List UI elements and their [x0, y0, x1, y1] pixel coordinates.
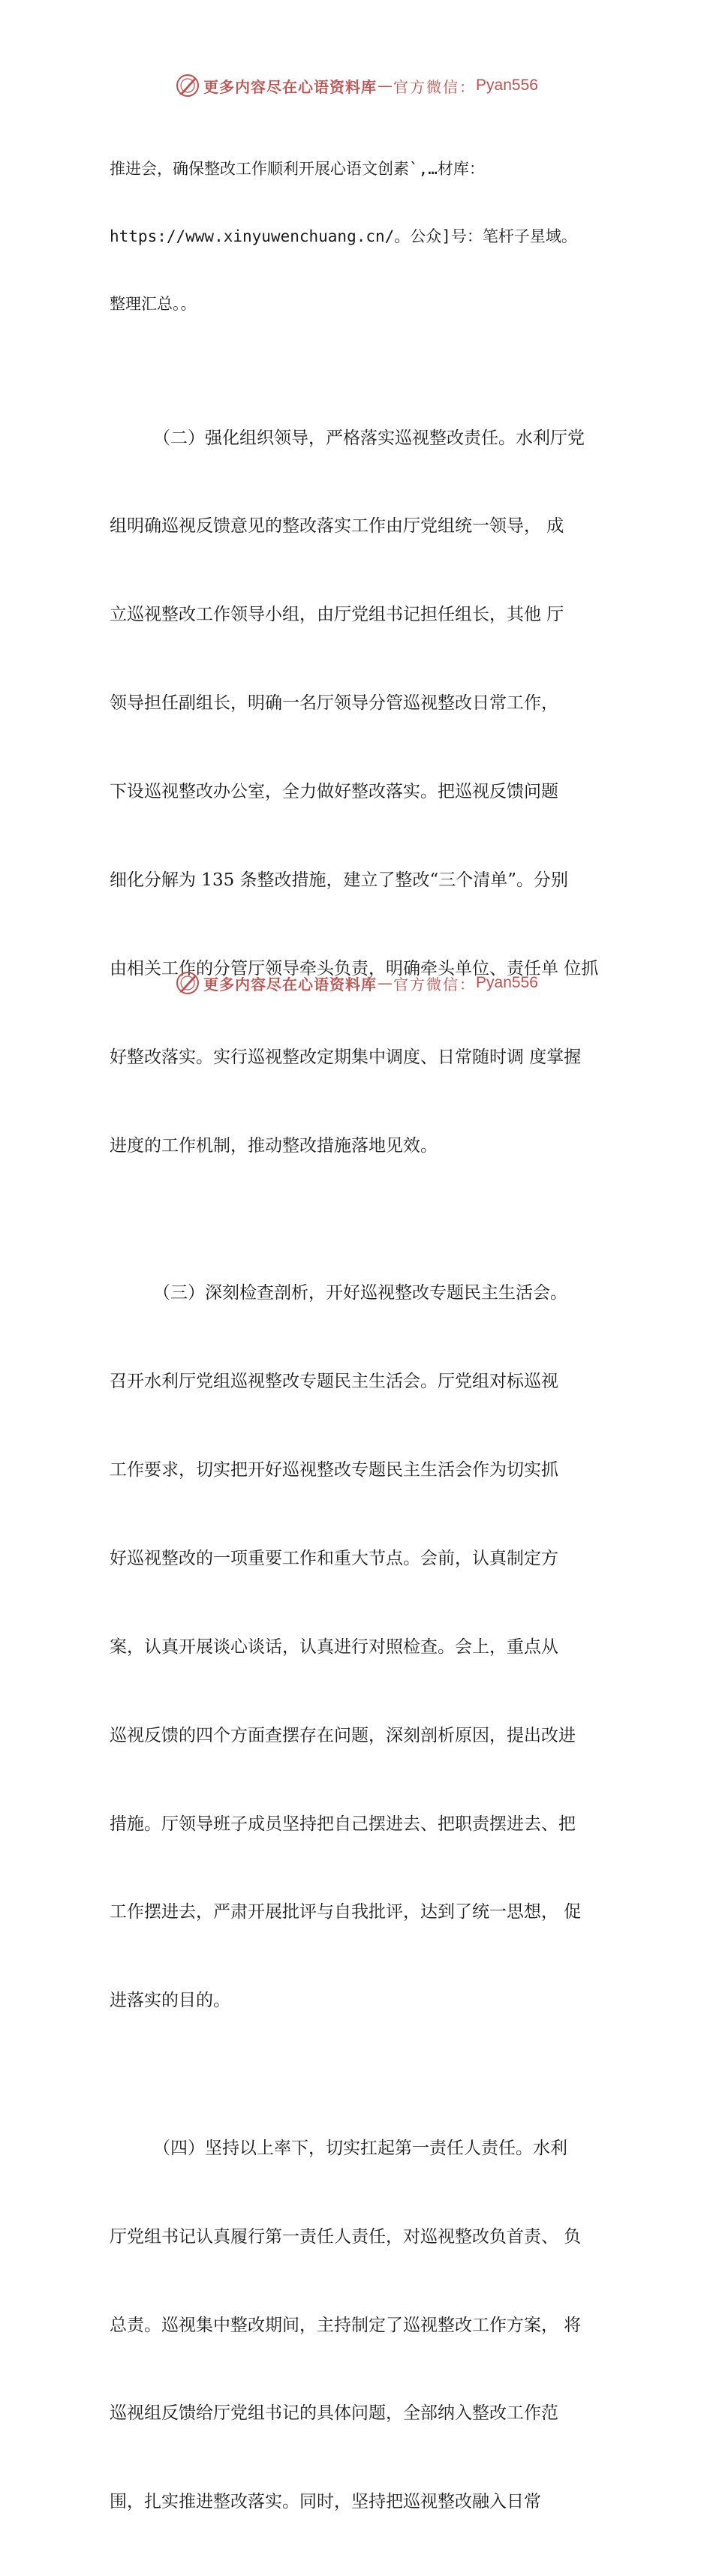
- note-line: 推进会，确保整改工作顺利开展心语文创素`,…材库：: [110, 160, 485, 178]
- paragraph-line: 好巡视整改的一项重要工作和重大节点。会前，认真制定方: [110, 1548, 558, 1568]
- paragraph-line: 组明确巡视反馈意见的整改落实工作由厅党组统一领导， 成: [110, 516, 564, 537]
- paragraph-line: 总责。巡视集中整改期间，主持制定了巡视整改工作方案， 将: [110, 2315, 582, 2335]
- banner-dash: —: [378, 974, 393, 992]
- pen-logo-icon: [175, 73, 200, 98]
- banner-main-text: 更多内容尽在心语资料库: [203, 77, 378, 96]
- paragraph-line: （二）强化组织领导，严格落实巡视整改责任。水利厅党: [153, 428, 585, 448]
- paragraph-line: 巡视反馈的四个方面查摆存在问题，深刻剖析原因，提出改进: [110, 1725, 576, 1745]
- paragraph-section-2: [110, 365, 635, 1220]
- paragraph-line: 细化分解为 135 条整改措施，建立了整改“三个清单”。分别: [110, 870, 569, 891]
- document-body: [110, 113, 635, 2576]
- header-watermark-banner: [0, 71, 713, 101]
- paragraph-line: 进落实的目的。: [110, 1991, 230, 2011]
- source-note: [110, 113, 635, 360]
- paragraph-line: 案，认真开展谈心谈话，认真进行对照检查。会上，重点从: [110, 1637, 558, 1657]
- paragraph-line: 工作要求，切实把开好巡视整改专题民主生活会作为切实抓: [110, 1459, 558, 1480]
- banner-wechat-label: 官方微信：: [393, 77, 477, 96]
- paragraph-line: （四）坚持以上率下，切实扛起第一责任人责任。水利: [153, 2138, 567, 2158]
- paragraph-line: 由相关工作的分管厅领导牵头负责，明确牵头单位、责任单 位抓: [110, 958, 599, 978]
- paragraph-line: 召开水利厅党组巡视整改专题民主生活会。厅党组对标巡视: [110, 1372, 558, 1392]
- paragraph-line: 领导担任副组长，明确一名厅领导分管巡视整改日常工作，: [110, 693, 558, 714]
- banner-wechat-id: Pyan556: [476, 77, 538, 94]
- banner-main-text: 更多内容尽在心语资料库: [203, 975, 378, 993]
- note-line: 整理汇总。。: [110, 295, 197, 313]
- paragraph-section-3: [110, 1220, 635, 2076]
- pen-logo-icon: [175, 970, 200, 996]
- footer-watermark-banner: [0, 968, 713, 998]
- paragraph-line: 工作摆进去，严肃开展批评与自我批评，达到了统一思想， 促: [110, 1902, 582, 1922]
- paragraph-line: （三）深刻检查剖析，开好巡视整改专题民主生活会。: [153, 1283, 567, 1303]
- paragraph-line: 下设巡视整改办公室，全力做好整改落实。把巡视反馈问题: [110, 782, 558, 802]
- note-line: https://www.xinyuwenchuang.cn/。公众]号：笔杆子星域。: [110, 227, 577, 245]
- banner-wechat-label: 官方微信：: [393, 975, 477, 993]
- paragraph-line: 围，扎实推进整改落实。同时，坚持把巡视整改融入日常: [110, 2492, 541, 2512]
- paragraph-line: 好整改落实。实行巡视整改定期集中调度、日常随时调 度掌握: [110, 1047, 582, 1067]
- paragraph-line: 立巡视整改工作领导小组，由厅党组书记担任组长，其他 厅: [110, 605, 564, 625]
- paragraph-line: 进度的工作机制，推动整改措施落地见效。: [110, 1135, 438, 1156]
- banner-dash: —: [378, 77, 393, 95]
- banner-wechat-id: Pyan556: [476, 974, 538, 991]
- paragraph-line: 巡视组反馈给厅党组书记的具体问题，全部纳入整改工作范: [110, 2403, 558, 2424]
- paragraph-section-4: [110, 2075, 635, 2576]
- paragraph-line: 厅党组书记认真履行第一责任人责任，对巡视整改负首责、 负: [110, 2226, 582, 2247]
- paragraph-line: 措施。厅领导班子成员坚持把自己摆进去、把职责摆进去、把: [110, 1814, 576, 1834]
